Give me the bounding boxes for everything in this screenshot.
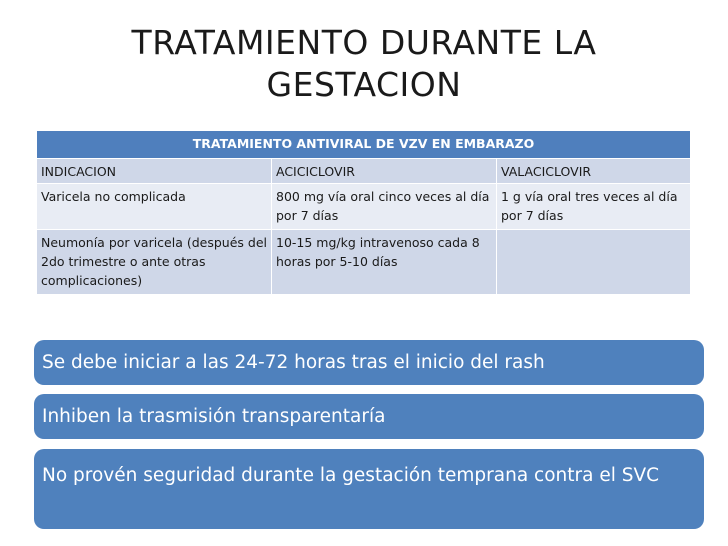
- column-header-valaciclovir: VALACICLOVIR: [497, 159, 691, 184]
- column-header-indicacion: INDICACION: [37, 159, 272, 184]
- table-caption: TRATAMIENTO ANTIVIRAL DE VZV EN EMBARAZO: [37, 131, 691, 159]
- slide-title-line-2: GESTACION: [266, 65, 462, 104]
- table-cell: 800 mg vía oral cinco veces al día por 7 días: [272, 184, 497, 230]
- slide-title: [70, 22, 658, 106]
- column-header-aciclovir: ACICICLOVIR: [272, 159, 497, 184]
- table-cell: 1 g vía oral tres veces al día por 7 días: [497, 184, 691, 230]
- bullet-bar-early-gestation: No provén seguridad durante la gestación temprana contra el SVC: [34, 449, 704, 529]
- table-caption-row: [37, 131, 691, 159]
- table-cell: Varicela no complicada: [37, 184, 272, 230]
- slide-title-line-1: TRATAMIENTO DURANTE LA: [131, 23, 597, 62]
- table-row: [37, 230, 691, 295]
- table-row: [37, 184, 691, 230]
- bullet-bar-start-window: Se debe iniciar a las 24-72 horas tras el inicio del rash: [34, 340, 704, 385]
- table-cell: Neumonía por varicela (después del 2do trimestre o ante otras complicaciones): [37, 230, 272, 295]
- table-cell: 10-15 mg/kg intravenoso cada 8 horas por 5-10 días: [272, 230, 497, 295]
- table-header-row: [37, 159, 691, 184]
- treatment-table: [36, 130, 691, 295]
- table-cell-empty: [497, 230, 691, 295]
- bullet-bar-transmission: Inhiben la trasmisión transparentaría: [34, 394, 704, 439]
